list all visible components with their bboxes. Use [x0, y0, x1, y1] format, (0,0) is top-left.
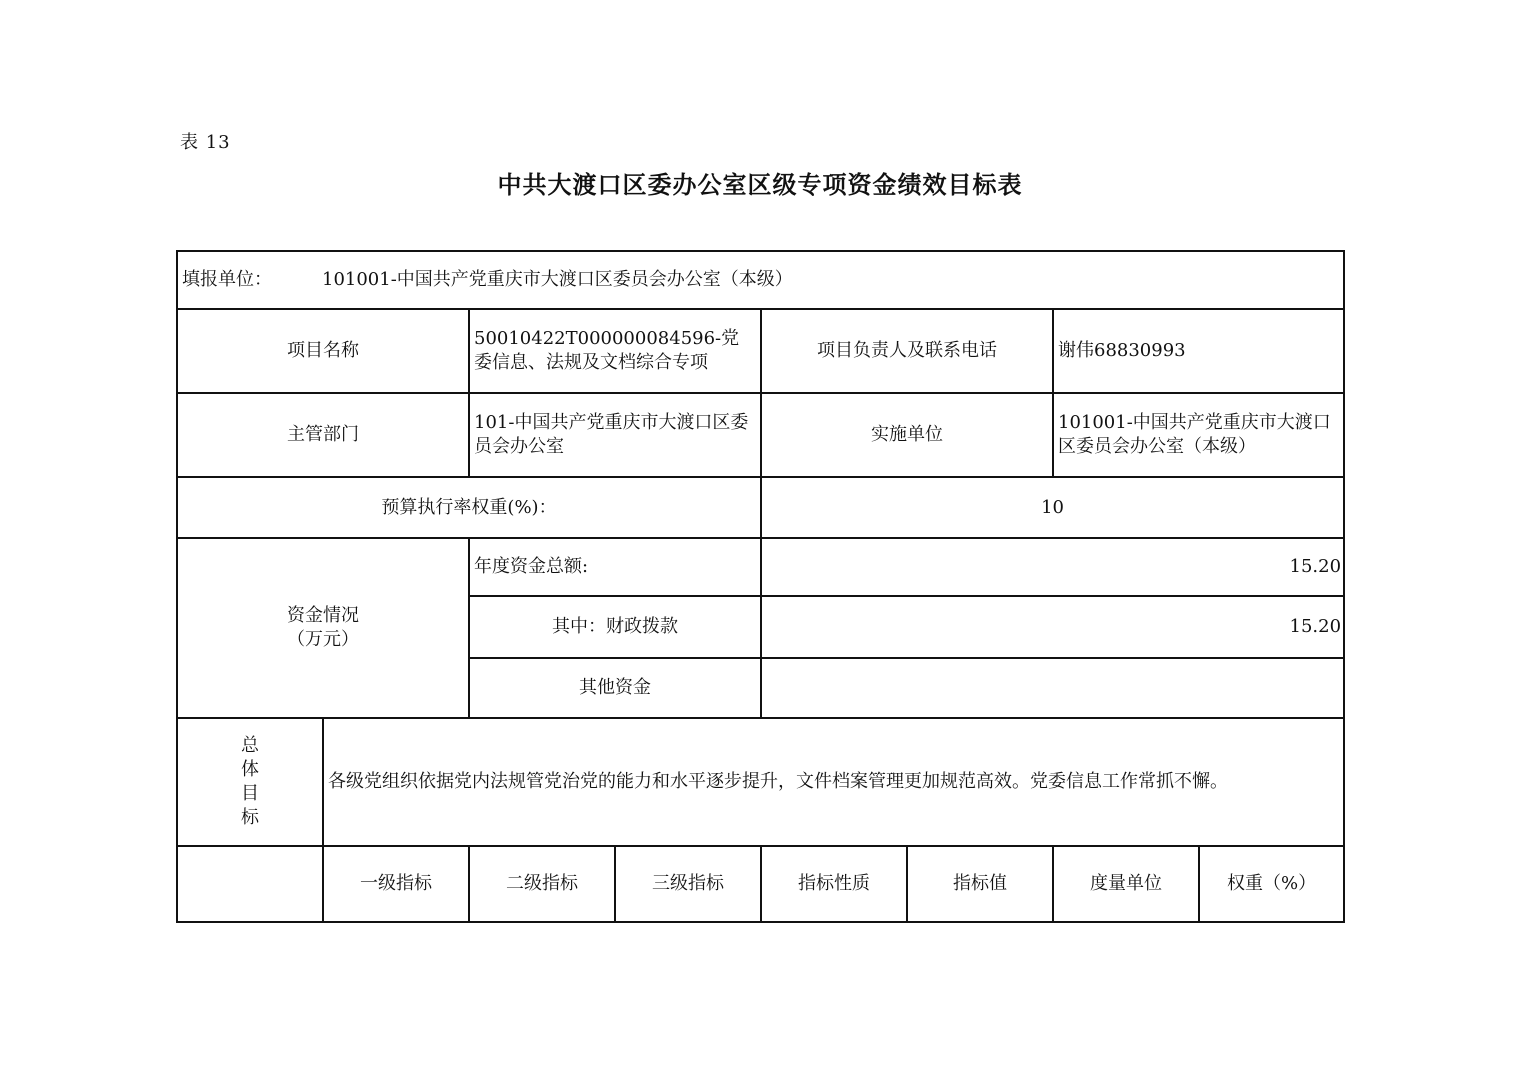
funds-label-line2: （万元） — [287, 629, 359, 650]
project-contact-value: 谢伟68830993 — [1053, 309, 1344, 393]
document-title: 中共大渡口区委办公室区级专项资金绩效目标表 — [497, 171, 1023, 199]
goal-label-char: 标 — [241, 807, 259, 828]
filler-row — [177, 251, 1344, 309]
goal-label-char: 体 — [241, 759, 259, 780]
performance-target-table — [176, 250, 1345, 923]
dept-value: 101-中国共产党重庆市大渡口区委员会办公室 — [469, 393, 761, 477]
filler-value: 101001-中国共产党重庆市大渡口区委员会办公室（本级） — [322, 269, 793, 290]
project-name-value: 50010422T000000084596-党委信息、法规及文档综合专项 — [469, 309, 761, 393]
funds-fiscal-label: 其中：财政拨款 — [469, 596, 761, 658]
funds-fiscal-value: 15.20 — [761, 596, 1344, 658]
goal-text: 各级党组织依据党内法规管党治党的能力和水平逐步提升，文件档案管理更加规范高效。党委信息工作常抓不懈。 — [323, 718, 1344, 846]
budget-rate-value: 10 — [761, 477, 1344, 538]
goal-label-char: 目 — [241, 783, 259, 804]
indicator-header-value: 指标值 — [907, 846, 1053, 922]
indicator-header-row — [177, 846, 1344, 922]
impl-unit-label: 实施单位 — [761, 393, 1053, 477]
budget-rate-label: 预算执行率权重(%)： — [177, 477, 761, 538]
indicator-blank-cell — [177, 846, 323, 922]
table-number: 表 13 — [180, 132, 231, 153]
funds-total-label: 年度资金总额: — [469, 538, 761, 596]
goal-label-char: 总 — [241, 735, 259, 756]
filler-label: 填报单位： — [182, 269, 272, 290]
funds-other-label: 其他资金 — [469, 658, 761, 718]
funds-label-line1: 资金情况 — [287, 605, 359, 626]
budget-row — [177, 477, 1344, 538]
dept-row — [177, 393, 1344, 477]
dept-label: 主管部门 — [177, 393, 469, 477]
funds-total-value: 15.20 — [761, 538, 1344, 596]
indicator-header-weight: 权重（%） — [1199, 846, 1344, 922]
project-row — [177, 309, 1344, 393]
indicator-header-unit: 度量单位 — [1053, 846, 1199, 922]
project-contact-label: 项目负责人及联系电话 — [761, 309, 1053, 393]
funds-label — [177, 538, 469, 718]
indicator-header-level2: 二级指标 — [469, 846, 615, 922]
indicator-header-level1: 一级指标 — [323, 846, 469, 922]
indicator-header-level3: 三级指标 — [615, 846, 761, 922]
filler-cell — [177, 251, 1344, 309]
impl-unit-value: 101001-中国共产党重庆市大渡口区委员会办公室（本级） — [1053, 393, 1344, 477]
funds-other-value — [761, 658, 1344, 718]
indicator-header-nature: 指标性质 — [761, 846, 907, 922]
goal-label — [177, 718, 323, 846]
goal-row — [177, 718, 1344, 846]
funds-total-row — [177, 538, 1344, 596]
project-name-label: 项目名称 — [177, 309, 469, 393]
